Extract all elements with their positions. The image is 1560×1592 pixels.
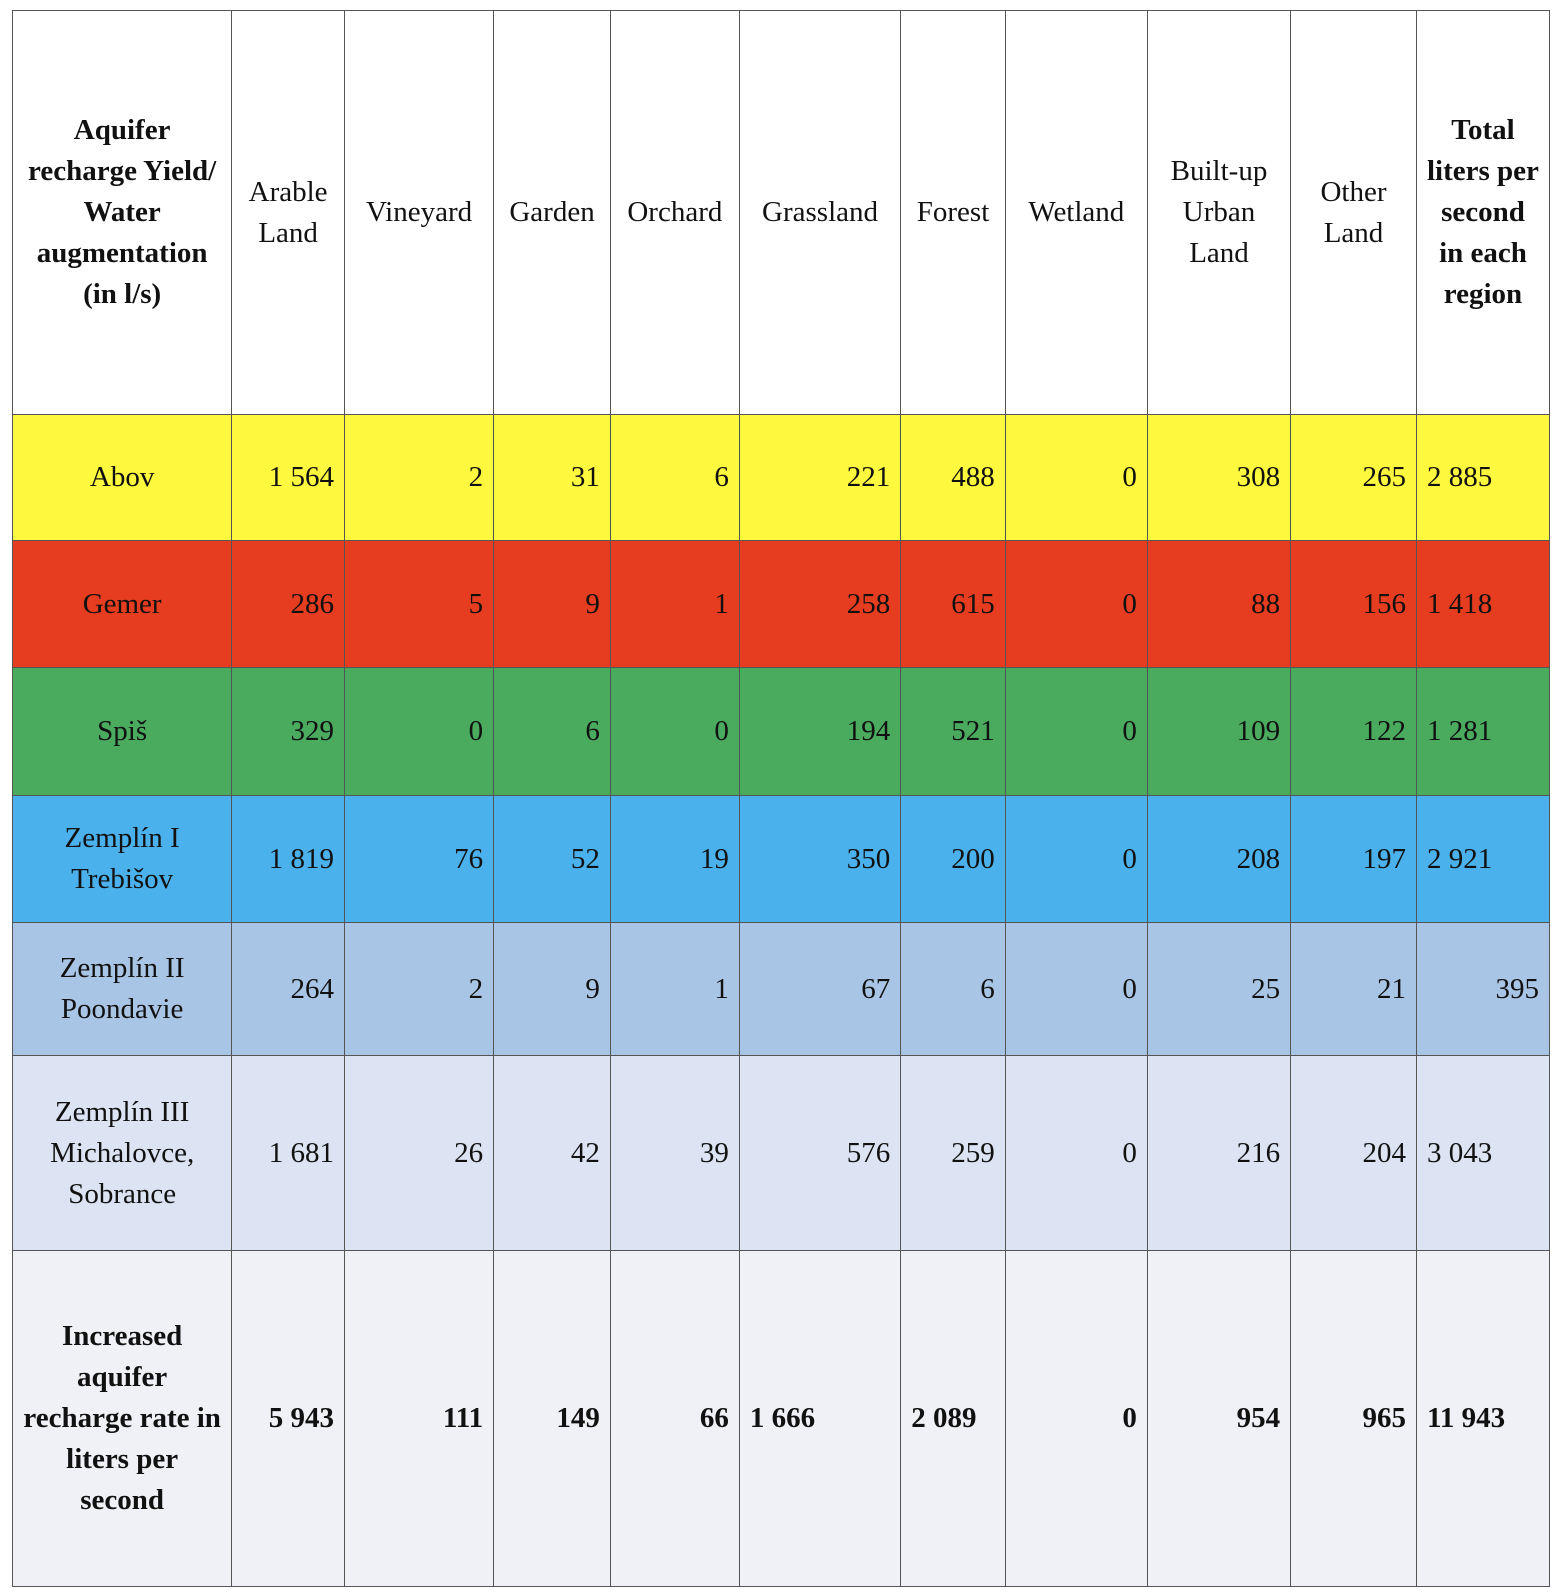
table-cell: 0 [1005, 668, 1147, 796]
table-cell: 2 [344, 923, 493, 1056]
table-cell: 9 [494, 541, 611, 668]
table-cell: 2 [344, 415, 493, 541]
table-cell: 576 [739, 1056, 900, 1251]
table-cell: 0 [1005, 415, 1147, 541]
table-row-gemer [13, 541, 1550, 668]
total-cell: 1 666 [739, 1251, 900, 1587]
table-cell: 5 [344, 541, 493, 668]
table-cell: 194 [739, 668, 900, 796]
table-cell: 221 [739, 415, 900, 541]
table-cell: 197 [1291, 796, 1417, 923]
table-cell: 329 [232, 668, 345, 796]
aquifer-recharge-table [12, 10, 1550, 1587]
table-cell: 258 [739, 541, 900, 668]
region-total-cell: 1 418 [1416, 541, 1549, 668]
table-row-zemplin-ii [13, 923, 1550, 1056]
column-header-total: Total liters per second in each region [1416, 11, 1549, 415]
region-name: Zemplín II Poondavie [13, 923, 232, 1056]
table-row-spis [13, 668, 1550, 796]
table-cell: 204 [1291, 1056, 1417, 1251]
table-cell: 0 [1005, 923, 1147, 1056]
table-cell: 200 [901, 796, 1006, 923]
column-header-garden: Garden [494, 11, 611, 415]
table-row-zemplin-i [13, 796, 1550, 923]
table-cell: 6 [494, 668, 611, 796]
header-row [13, 11, 1550, 415]
total-cell: 66 [610, 1251, 739, 1587]
column-header-arable-land: Arable Land [232, 11, 345, 415]
region-total-cell: 3 043 [1416, 1056, 1549, 1251]
table-cell: 88 [1147, 541, 1290, 668]
column-header-forest: Forest [901, 11, 1006, 415]
grand-total-cell: 11 943 [1416, 1251, 1549, 1587]
table-cell: 1 564 [232, 415, 345, 541]
region-name: Zemplín III Michalovce, Sobrance [13, 1056, 232, 1251]
table-row-zemplin-iii [13, 1056, 1550, 1251]
table-cell: 6 [610, 415, 739, 541]
column-header-wetland: Wetland [1005, 11, 1147, 415]
table-cell: 0 [344, 668, 493, 796]
region-name: Gemer [13, 541, 232, 668]
column-header-orchard: Orchard [610, 11, 739, 415]
table-cell: 31 [494, 415, 611, 541]
table-cell: 67 [739, 923, 900, 1056]
table-cell: 109 [1147, 668, 1290, 796]
table-cell: 521 [901, 668, 1006, 796]
row-label-header: Aquifer recharge Yield/ Water augmentation (in l/s) [13, 11, 232, 415]
table-row-abov [13, 415, 1550, 541]
table-cell: 156 [1291, 541, 1417, 668]
totals-row [13, 1251, 1550, 1587]
table-cell: 19 [610, 796, 739, 923]
table-cell: 286 [232, 541, 345, 668]
table-cell: 264 [232, 923, 345, 1056]
region-total-cell: 2 921 [1416, 796, 1549, 923]
table-cell: 0 [1005, 796, 1147, 923]
column-header-other-land: Other Land [1291, 11, 1417, 415]
table-cell: 39 [610, 1056, 739, 1251]
table-cell: 265 [1291, 415, 1417, 541]
total-cell: 2 089 [901, 1251, 1006, 1587]
table-cell: 122 [1291, 668, 1417, 796]
column-header-grassland: Grassland [739, 11, 900, 415]
region-name: Spiš [13, 668, 232, 796]
table-cell: 26 [344, 1056, 493, 1251]
table-cell: 42 [494, 1056, 611, 1251]
table-cell: 6 [901, 923, 1006, 1056]
table-cell: 350 [739, 796, 900, 923]
region-total-cell: 2 885 [1416, 415, 1549, 541]
region-total-cell: 395 [1416, 923, 1549, 1056]
table-cell: 0 [610, 668, 739, 796]
table-cell: 1 [610, 541, 739, 668]
table-cell: 52 [494, 796, 611, 923]
table-cell: 308 [1147, 415, 1290, 541]
table-cell: 76 [344, 796, 493, 923]
table-cell: 0 [1005, 1056, 1147, 1251]
total-cell: 149 [494, 1251, 611, 1587]
total-cell: 0 [1005, 1251, 1147, 1587]
table-cell: 208 [1147, 796, 1290, 923]
table-cell: 488 [901, 415, 1006, 541]
table-cell: 0 [1005, 541, 1147, 668]
region-name: Zemplín I Trebišov [13, 796, 232, 923]
table-cell: 25 [1147, 923, 1290, 1056]
table-cell: 9 [494, 923, 611, 1056]
total-cell: 954 [1147, 1251, 1290, 1587]
total-cell: 111 [344, 1251, 493, 1587]
table-cell: 1 681 [232, 1056, 345, 1251]
total-cell: 5 943 [232, 1251, 345, 1587]
table-cell: 1 819 [232, 796, 345, 923]
table-cell: 615 [901, 541, 1006, 668]
table-cell: 21 [1291, 923, 1417, 1056]
column-header-built-up-urban-land: Built-up Urban Land [1147, 11, 1290, 415]
table-cell: 1 [610, 923, 739, 1056]
table-cell: 216 [1147, 1056, 1290, 1251]
totals-row-label: Increased aquifer recharge rate in liters per second [13, 1251, 232, 1587]
region-total-cell: 1 281 [1416, 668, 1549, 796]
total-cell: 965 [1291, 1251, 1417, 1587]
table-cell: 259 [901, 1056, 1006, 1251]
region-name: Abov [13, 415, 232, 541]
column-header-vineyard: Vineyard [344, 11, 493, 415]
